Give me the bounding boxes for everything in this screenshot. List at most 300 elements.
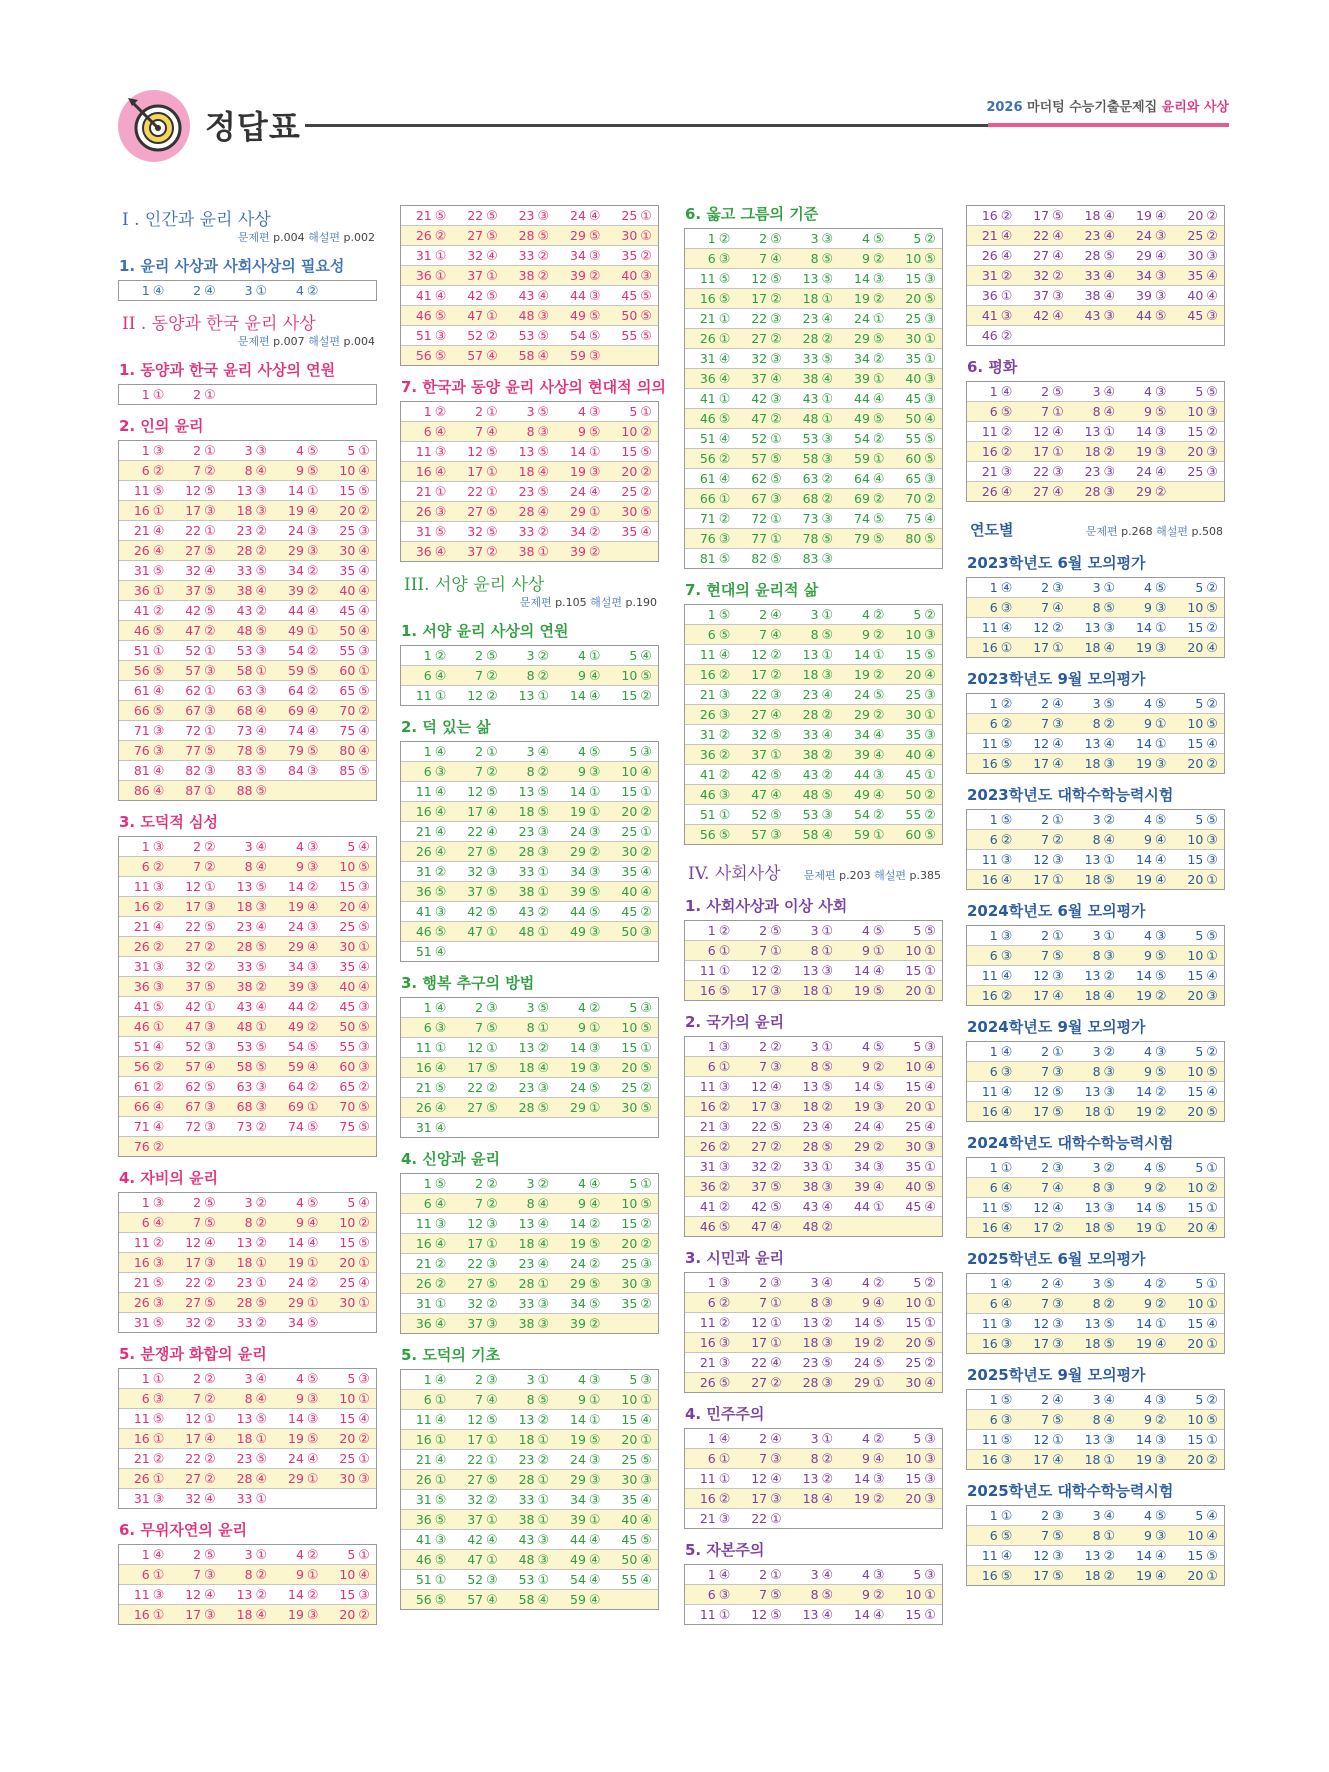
answer-choice: ⑤: [486, 1277, 498, 1292]
question-number: 6: [141, 1567, 150, 1582]
answer-cell: [401, 842, 452, 861]
answer-choice: ④: [306, 604, 319, 619]
answer-row: [967, 1042, 1224, 1062]
answer-cell: [839, 805, 890, 824]
question-number: 27: [185, 939, 202, 954]
answer-cell: [401, 442, 452, 461]
answer-cell: [504, 206, 555, 225]
answer-choice: ①: [204, 880, 216, 895]
answer-choice: ③: [152, 744, 165, 759]
problem-book-page: p.268: [1121, 525, 1153, 538]
question-number: 7: [475, 1392, 484, 1407]
section-title: 3. 시민과 윤리: [685, 1249, 785, 1267]
answer-choice: ②: [718, 768, 731, 783]
answer-cell: [788, 765, 839, 784]
question-number: 3: [244, 283, 253, 298]
question-number: 34: [854, 351, 870, 366]
question-number: 1: [707, 923, 716, 938]
question-number: 15: [905, 647, 922, 662]
question-number: 17: [185, 503, 202, 518]
answer-choice: ②: [924, 1356, 936, 1371]
answer-cell: [685, 705, 736, 724]
answer-cell: [1121, 1546, 1172, 1565]
answer-row: [119, 1057, 376, 1077]
answer-cell: [170, 837, 221, 856]
question-number: 11: [699, 1079, 716, 1094]
question-number: 32: [467, 524, 484, 539]
problem-book-label: 문제편: [237, 231, 270, 244]
question-number: 7: [759, 1451, 768, 1466]
question-number: 3: [1092, 580, 1101, 595]
answer-cell: [401, 942, 452, 961]
answer-cell: [119, 1545, 170, 1564]
question-number: 2: [193, 1547, 202, 1562]
answer-choice: ③: [1206, 833, 1218, 848]
question-number: 48: [236, 1019, 253, 1034]
answer-cell: [607, 1078, 658, 1097]
answer-choice: ①: [1000, 289, 1013, 304]
answer-choice: ④: [770, 372, 782, 387]
answer-choice: ④: [434, 465, 447, 480]
question-number: 17: [1033, 988, 1050, 1003]
question-number: 40: [905, 371, 922, 386]
question-number: 43: [518, 288, 535, 303]
answer-choice: ③: [924, 1452, 936, 1467]
question-number: 12: [185, 1411, 202, 1426]
answer-choice: ⑤: [588, 329, 601, 344]
question-number: 15: [905, 963, 922, 978]
question-number: 10: [905, 627, 922, 642]
question-number: 76: [699, 531, 716, 546]
answer-cell: [273, 601, 324, 620]
answer-choice: ④: [1000, 1181, 1013, 1196]
question-number: 16: [699, 983, 716, 998]
answer-choice: ③: [1154, 229, 1167, 244]
answer-cell: [119, 1253, 170, 1272]
answer-choice: ④: [358, 1568, 370, 1583]
question-number: 8: [810, 1451, 819, 1466]
answer-choice: ⑤: [872, 1356, 885, 1371]
answer-choice: ⑤: [152, 1412, 165, 1427]
answer-cell: [685, 1353, 736, 1372]
answer-choice: ③: [306, 860, 319, 875]
answer-cell: [1173, 578, 1224, 597]
answer-choice: ④: [1103, 229, 1116, 244]
question-number: 22: [751, 1511, 768, 1526]
question-number: 2: [475, 744, 484, 759]
question-number: 6: [141, 859, 150, 874]
question-number: 12: [1033, 968, 1050, 983]
question-number: 63: [802, 471, 819, 486]
question-number: 10: [339, 1567, 356, 1582]
answer-choice: ①: [152, 1608, 165, 1623]
answer-choice: ⑤: [1000, 813, 1013, 828]
answer-choice: ④: [434, 669, 447, 684]
question-number: 32: [467, 1492, 484, 1507]
answer-choice: ①: [204, 724, 216, 739]
question-number: 20: [905, 291, 922, 306]
answer-cell: [967, 206, 1018, 225]
answer-choice: ②: [821, 748, 834, 763]
answer-cell: [555, 1214, 606, 1233]
answer-row: [401, 1450, 658, 1470]
question-number: 9: [577, 1020, 586, 1035]
answer-cell: [273, 1137, 324, 1156]
question-number: 13: [236, 1235, 253, 1250]
answer-cell: [452, 782, 503, 801]
answer-cell: [891, 1217, 942, 1236]
answer-row: [119, 917, 376, 937]
question-number: 11: [981, 620, 998, 635]
question-number: 17: [751, 291, 768, 306]
answer-choice: ②: [486, 765, 498, 780]
answer-cell: [967, 1410, 1018, 1429]
answer-cell: [839, 229, 890, 248]
answer-choice: ①: [358, 1548, 370, 1563]
part-title: II . 동양과 한국 윤리 사상: [122, 314, 316, 334]
answer-choice: ⑤: [872, 688, 885, 703]
answer-cell: [736, 665, 787, 684]
question-number: 37: [1033, 288, 1050, 303]
answer-choice: ②: [821, 492, 834, 507]
answer-choice: ④: [924, 1060, 936, 1075]
answer-cell: [736, 645, 787, 664]
answer-row: [967, 442, 1224, 462]
answer-cell: [1173, 694, 1224, 713]
answer-cell: [967, 286, 1018, 305]
answer-cell: [788, 1449, 839, 1468]
answer-choice: ③: [924, 392, 936, 407]
answer-choice: ⑤: [255, 764, 268, 779]
answer-choice: ⑤: [770, 232, 782, 247]
answer-cell: [452, 326, 503, 345]
question-number: 14: [1136, 852, 1152, 867]
question-number: 15: [339, 1587, 356, 1602]
answer-choice: ②: [152, 1080, 165, 1095]
question-number: 17: [1033, 1336, 1050, 1351]
question-number: 7: [475, 1196, 484, 1211]
answer-choice: ⑤: [306, 464, 319, 479]
answer-cell: [170, 1233, 221, 1252]
answer-choice: ③: [770, 984, 782, 999]
answer-cell: [736, 1489, 787, 1508]
answer-cell: [452, 502, 503, 521]
answer-cell: [891, 765, 942, 784]
question-number: 11: [981, 1316, 998, 1331]
answer-cell: [119, 1605, 170, 1624]
answer-choice: ②: [152, 900, 165, 915]
answer-cell: [170, 781, 221, 800]
answer-choice: ⑤: [821, 1060, 834, 1075]
answer-cell: [1018, 1178, 1069, 1197]
question-number: 31: [133, 563, 150, 578]
question-number: 47: [751, 411, 768, 426]
answer-choice: ①: [924, 1608, 936, 1623]
answer-cell: [401, 686, 452, 705]
answer-choice: ⑤: [434, 1593, 447, 1608]
question-number: 12: [1033, 1200, 1050, 1215]
answer-cell: [1173, 382, 1224, 401]
question-number: 28: [1084, 248, 1101, 263]
answer-choice: ③: [718, 1588, 731, 1603]
answer-cell: [1121, 1274, 1172, 1293]
answer-choice: ①: [204, 644, 216, 659]
answer-cell: [555, 1018, 606, 1037]
answer-choice: ①: [640, 1041, 652, 1056]
answer-cell: [1070, 1526, 1121, 1545]
answer-choice: ⑤: [152, 664, 165, 679]
answer-cell: [967, 422, 1018, 441]
question-number: 26: [981, 248, 998, 263]
question-number: 7: [193, 463, 202, 478]
answer-cell: [736, 349, 787, 368]
question-number: 2: [759, 1431, 768, 1446]
answer-cell: [555, 1274, 606, 1293]
question-number: 18: [802, 667, 819, 682]
answer-cell: [1173, 1410, 1224, 1429]
answer-choice: ⑤: [1154, 1201, 1167, 1216]
answer-cell: [504, 1430, 555, 1449]
answer-choice: ⑤: [255, 1060, 268, 1075]
answer-choice: ④: [434, 1121, 447, 1136]
answer-choice: ④: [537, 745, 550, 760]
answer-choice: ③: [204, 504, 216, 519]
answer-choice: ②: [872, 432, 885, 447]
answer-choice: ①: [1154, 1317, 1167, 1332]
answer-choice: ④: [1206, 737, 1218, 752]
answer-row: [119, 957, 376, 977]
answer-cell: [839, 745, 890, 764]
answer-cell: [555, 1038, 606, 1057]
answer-cell: [452, 762, 503, 781]
answer-cell: [325, 1117, 376, 1136]
answer-cell: [839, 1333, 890, 1352]
answer-cell: [325, 481, 376, 500]
question-number: 19: [1136, 988, 1152, 1003]
answer-choice: ⑤: [537, 329, 550, 344]
question-number: 17: [467, 1432, 484, 1447]
question-number: 29: [570, 844, 586, 859]
answer-choice: ⑤: [204, 604, 216, 619]
answer-row: [119, 641, 376, 661]
question-number: 18: [802, 1335, 819, 1350]
answer-cell: [170, 641, 221, 660]
answer-cell: [967, 578, 1018, 597]
answer-cell: [1070, 966, 1121, 985]
question-number: 7: [759, 627, 768, 642]
question-number: 19: [570, 464, 586, 479]
question-number: 36: [699, 747, 716, 762]
question-number: 21: [699, 1355, 716, 1370]
answer-choice: ②: [588, 845, 601, 860]
answer-cell: [788, 1117, 839, 1136]
answer-choice: ③: [1103, 1433, 1116, 1448]
answer-cell: [555, 306, 606, 325]
answer-cell: [736, 1037, 787, 1056]
question-number: 71: [133, 723, 150, 738]
answer-choice: ④: [306, 1060, 319, 1075]
answer-cell: [607, 1274, 658, 1293]
answer-choice: ⑤: [821, 252, 834, 267]
answer-cell: [170, 1193, 221, 1212]
question-number: 17: [185, 899, 202, 914]
answer-choice: ⑤: [204, 484, 216, 499]
question-number: 18: [1084, 756, 1101, 771]
answer-choice: ④: [872, 1608, 885, 1623]
question-number: 38: [518, 544, 535, 559]
answer-choice: ④: [872, 1180, 885, 1195]
answer-cell: [839, 941, 890, 960]
answer-cell: [504, 1254, 555, 1273]
answer-choice: ④: [255, 704, 268, 719]
answer-table: [684, 1428, 943, 1529]
answer-cell: [119, 661, 170, 680]
question-number: 13: [1084, 1316, 1101, 1331]
question-number: 19: [1136, 444, 1152, 459]
question-number: 12: [751, 1079, 768, 1094]
answer-cell: [555, 862, 606, 881]
answer-choice: ②: [640, 1237, 652, 1252]
question-number: 8: [526, 764, 535, 779]
answer-cell: [839, 1449, 890, 1468]
question-number: 25: [339, 1275, 356, 1290]
answer-choice: ①: [872, 372, 885, 387]
answer-choice: ②: [640, 485, 652, 500]
answer-cell: [273, 641, 324, 660]
answer-choice: ①: [204, 1412, 216, 1427]
answer-cell: [839, 469, 890, 488]
answer-cell: [891, 329, 942, 348]
question-number: 25: [905, 1119, 922, 1134]
question-number: 24: [570, 1080, 586, 1095]
answer-choice: ①: [486, 1553, 498, 1568]
question-number: 19: [288, 503, 304, 518]
answer-choice: ④: [924, 512, 936, 527]
answer-choice: ④: [1052, 697, 1064, 712]
question-number: 9: [577, 764, 586, 779]
answer-cell: [1018, 482, 1069, 501]
answer-cell: [685, 449, 736, 468]
answer-choice: ②: [486, 1177, 498, 1192]
answer-choice: ④: [434, 1101, 447, 1116]
question-number: 10: [339, 1215, 356, 1230]
answer-cell: [273, 701, 324, 720]
answer-choice: ②: [1206, 621, 1218, 636]
question-number: 4: [1143, 928, 1152, 943]
answer-choice: ②: [306, 880, 319, 895]
book-series: 마더텅 수능기출문제집: [1027, 100, 1158, 115]
answer-cell: [736, 765, 787, 784]
question-number: 25: [621, 824, 638, 839]
answer-choice: ①: [537, 1433, 550, 1448]
answer-choice: ②: [872, 292, 885, 307]
question-number: 5: [629, 1372, 638, 1387]
answer-choice: ①: [1206, 1569, 1218, 1584]
question-number: 28: [518, 1100, 535, 1115]
answer-row: [685, 1373, 942, 1392]
answer-cell: [685, 1137, 736, 1156]
question-number: 6: [707, 627, 716, 642]
answer-choice: ④: [924, 1120, 936, 1135]
question-number: 5: [1195, 812, 1204, 827]
answer-choice: ⑤: [640, 1453, 652, 1468]
answer-choice: ⑤: [872, 984, 885, 999]
answer-cell: [222, 661, 273, 680]
question-number: 10: [1187, 1180, 1204, 1195]
question-number: 23: [236, 1451, 253, 1466]
answer-cell: [1018, 1450, 1069, 1469]
question-number: 74: [854, 511, 870, 526]
answer-choice: ③: [872, 1160, 885, 1175]
answer-cell: [1018, 442, 1069, 461]
answer-column-3: [684, 205, 941, 1625]
answer-cell: [170, 1389, 221, 1408]
answer-cell: [1121, 830, 1172, 849]
question-number: 55: [905, 807, 922, 822]
question-number: 37: [467, 544, 484, 559]
question-number: 29: [570, 1276, 586, 1291]
answer-cell: [222, 1233, 273, 1252]
answer-cell: [1070, 734, 1121, 753]
answer-choice: ①: [821, 1432, 834, 1447]
answer-cell: [1121, 754, 1172, 773]
question-number: 21: [415, 824, 432, 839]
answer-choice: ⑤: [358, 1120, 370, 1135]
answer-choice: ③: [1052, 1317, 1064, 1332]
answer-cell: [325, 897, 376, 916]
question-number: 14: [1136, 424, 1152, 439]
answer-choice: ④: [1103, 1413, 1116, 1428]
answer-choice: ④: [1000, 621, 1013, 636]
answer-choice: ⑤: [588, 229, 601, 244]
answer-cell: [401, 822, 452, 841]
question-number: 12: [467, 1216, 484, 1231]
question-number: 66: [133, 703, 150, 718]
answer-row: [967, 638, 1224, 657]
answer-cell: [452, 1550, 503, 1569]
question-number: 56: [133, 1059, 150, 1074]
question-number: 12: [467, 444, 484, 459]
answer-choice: ②: [872, 1432, 885, 1447]
question-number: 26: [133, 1471, 150, 1486]
answer-cell: [788, 329, 839, 348]
question-number: 46: [981, 328, 998, 343]
question-number: 1: [423, 744, 432, 759]
question-number: 33: [802, 351, 819, 366]
answer-cell: [967, 1390, 1018, 1409]
answer-choice: ③: [434, 505, 447, 520]
answer-choice: ④: [640, 1573, 652, 1588]
answer-cell: [170, 997, 221, 1016]
answer-choice: ②: [204, 860, 216, 875]
answer-cell: [1018, 206, 1069, 225]
answer-cell: [788, 1429, 839, 1448]
question-number: 22: [1033, 228, 1050, 243]
question-number: 50: [621, 1552, 638, 1567]
question-number: 30: [339, 1471, 356, 1486]
answer-cell: [891, 1157, 942, 1176]
question-number: 20: [339, 899, 356, 914]
answer-choice: ③: [1154, 425, 1167, 440]
answer-cell: [736, 725, 787, 744]
question-number: 45: [905, 1199, 922, 1214]
answer-choice: ③: [537, 845, 550, 860]
answer-choice: ②: [821, 768, 834, 783]
question-number: 64: [288, 1079, 304, 1094]
question-number: 16: [981, 1220, 998, 1235]
answer-cell: [452, 1510, 503, 1529]
answer-cell: [891, 1585, 942, 1604]
